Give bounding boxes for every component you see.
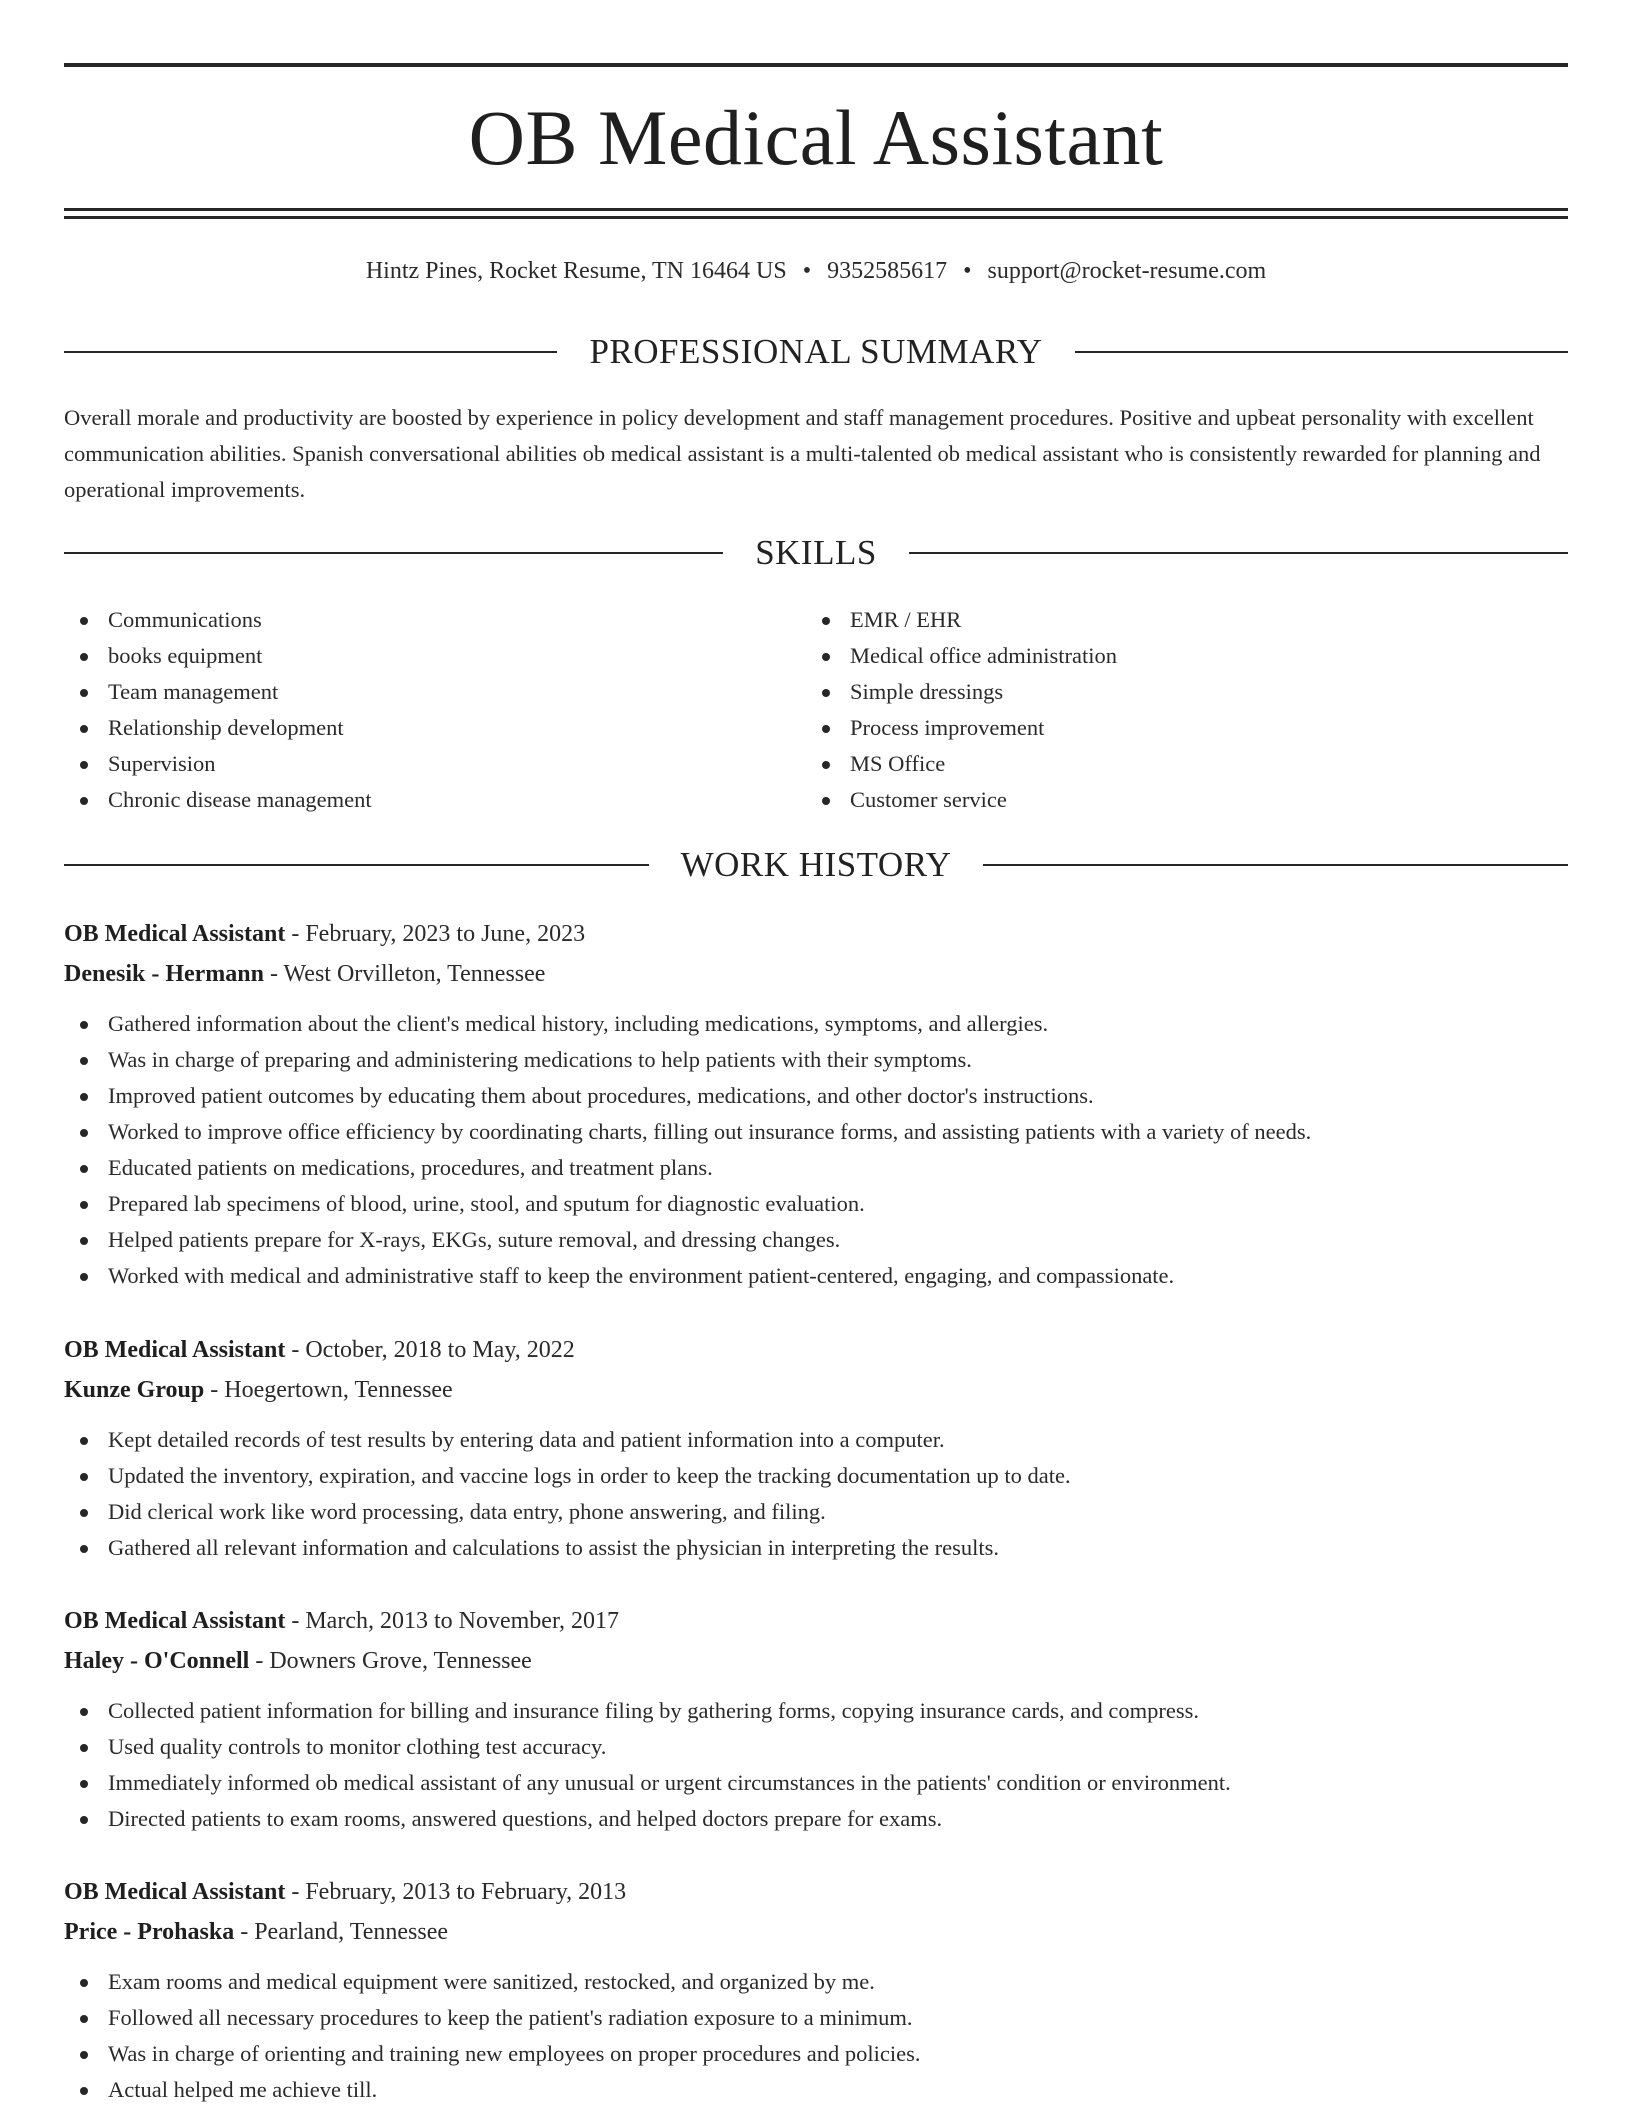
summary-section-header (64, 330, 1568, 374)
list-item: Chronic disease management (64, 782, 804, 818)
list-item: Communications (64, 602, 804, 638)
list-item: Collected patient information for billing and insurance filing by gathering forms, copying insurance cards, and compress. (64, 1693, 1568, 1729)
list-item: Improved patient outcomes by educating them about procedures, medications, and other doctor's instructions. (64, 1078, 1568, 1114)
list-item: Helped patients prepare for X-rays, EKGs, suture removal, and dressing changes. (64, 1222, 1568, 1258)
list-item: Exam rooms and medical equipment were sanitized, restocked, and organized by me. (64, 1964, 1568, 2000)
job-employer (64, 954, 1568, 994)
job-company: Kunze Group (64, 1377, 205, 1403)
contact-email: support@rocket-resume.com (987, 258, 1267, 284)
section-rule-right (1075, 351, 1568, 353)
skills-column-right (806, 602, 1546, 818)
job-employer (64, 1912, 1568, 1952)
list-item: Gathered all relevant information and calculations to assist the physician in interpreting the results. (64, 1530, 1568, 1566)
list-item: Medical office administration (806, 638, 1546, 674)
job-dates: - March, 2013 to November, 2017 (285, 1608, 619, 1634)
list-item: MS Office (806, 746, 1546, 782)
contact-separator: • (802, 258, 812, 284)
section-rule-right (909, 552, 1568, 554)
list-item: Kept detailed records of test results by entering data and patient information into a computer. (64, 1422, 1568, 1458)
skills-section-title: SKILLS (755, 533, 877, 572)
job-company: Denesik - Hermann (64, 961, 264, 987)
job-location: - Hoegertown, Tennessee (204, 1377, 453, 1403)
job-title: OB Medical Assistant (64, 1879, 286, 1905)
list-item: Team management (64, 674, 804, 710)
list-item: Directed patients to exam rooms, answered questions, and helped doctors prepare for exams. (64, 1801, 1568, 1837)
list-item: Gathered information about the client's medical history, including medications, symptoms, and allergies. (64, 1006, 1568, 1042)
job-location: - Pearland, Tennessee (234, 1919, 448, 1945)
skills-column-left (64, 602, 804, 818)
contact-separator: • (963, 258, 972, 284)
work-section-header (64, 843, 1568, 887)
skills-list-left (64, 602, 804, 818)
job-bullets (64, 1964, 1568, 2108)
list-item: Prepared lab specimens of blood, urine, stool, and sputum for diagnostic evaluation. (64, 1186, 1568, 1222)
job-entry (64, 914, 1568, 1294)
job-heading (64, 1601, 1568, 1641)
job-bullets (64, 1693, 1568, 1837)
contact-address: Hintz Pines, Rocket Resume, TN 16464 US (365, 258, 787, 284)
section-rule-left (64, 552, 723, 554)
job-location: - Downers Grove, Tennessee (249, 1648, 532, 1674)
job-dates: - February, 2023 to June, 2023 (285, 921, 586, 947)
skills-list-right (806, 602, 1546, 818)
list-item: Worked to improve office efficiency by coordinating charts, filling out insurance forms, and assisting patients with a variety of needs. (64, 1114, 1568, 1150)
list-item: Worked with medical and administrative staff to keep the environment patient-centered, engaging, and compassionate. (64, 1258, 1568, 1294)
list-item: Supervision (64, 746, 804, 782)
list-item: Updated the inventory, expiration, and vaccine logs in order to keep the tracking documentation up to date. (64, 1458, 1568, 1494)
job-title: OB Medical Assistant (64, 1608, 286, 1634)
list-item: Actual helped me achieve till. (64, 2072, 1568, 2108)
resume-title: OB Medical Assistant (468, 94, 1164, 181)
section-rule-right (983, 864, 1568, 866)
section-rule-left (64, 864, 649, 866)
list-item: Simple dressings (806, 674, 1546, 710)
list-item: Followed all necessary procedures to keep the patient's radiation exposure to a minimum. (64, 2000, 1568, 2036)
job-heading (64, 914, 1568, 954)
contact-phone: 9352585617 (827, 258, 948, 284)
title-rule-lower (64, 216, 1568, 219)
list-item: Process improvement (806, 710, 1546, 746)
work-section-title: WORK HISTORY (680, 845, 952, 884)
job-location: - West Orvilleton, Tennessee (264, 961, 546, 987)
list-item: Was in charge of orienting and training new employees on proper procedures and policies. (64, 2036, 1568, 2072)
job-heading (64, 1872, 1568, 1912)
list-item: Educated patients on medications, procedures, and treatment plans. (64, 1150, 1568, 1186)
list-item: Customer service (806, 782, 1546, 818)
section-rule-left (64, 351, 557, 353)
skills-section-header (64, 531, 1568, 575)
list-item: Used quality controls to monitor clothing test accuracy. (64, 1729, 1568, 1765)
job-company: Haley - O'Connell (64, 1648, 250, 1674)
job-employer (64, 1641, 1568, 1681)
title-rule-upper (64, 208, 1568, 211)
list-item: books equipment (64, 638, 804, 674)
list-item: Relationship development (64, 710, 804, 746)
top-rule (64, 63, 1568, 67)
job-bullets (64, 1006, 1568, 1294)
list-item: Was in charge of preparing and administering medications to help patients with their symptoms. (64, 1042, 1568, 1078)
job-bullets (64, 1422, 1568, 1566)
list-item: Immediately informed ob medical assistant of any unusual or urgent circumstances in the patients' condition or environment. (64, 1765, 1568, 1801)
job-heading (64, 1330, 1568, 1370)
list-item: EMR / EHR (806, 602, 1546, 638)
list-item: Did clerical work like word processing, data entry, phone answering, and filing. (64, 1494, 1568, 1530)
job-employer (64, 1370, 1568, 1410)
contact-line (64, 254, 1568, 288)
job-entry (64, 1330, 1568, 1566)
job-entry (64, 1872, 1568, 2108)
job-dates: - October, 2018 to May, 2022 (285, 1337, 575, 1363)
job-entry (64, 1601, 1568, 1837)
job-title: OB Medical Assistant (64, 1337, 286, 1363)
job-dates: - February, 2013 to February, 2013 (285, 1879, 627, 1905)
job-title: OB Medical Assistant (64, 921, 286, 947)
professional-summary: Overall morale and productivity are boosted by experience in policy development and staff management procedures. Positive and upbeat personality with excellent communication abilities. Spanish conversational abilities ob medical assistant is a multi-talented ob medical assistant who is consistently rewarded for planning and operational improvements. (64, 405, 1541, 502)
job-company: Price - Prohaska (64, 1919, 235, 1945)
summary-section-title: PROFESSIONAL SUMMARY (589, 332, 1043, 371)
